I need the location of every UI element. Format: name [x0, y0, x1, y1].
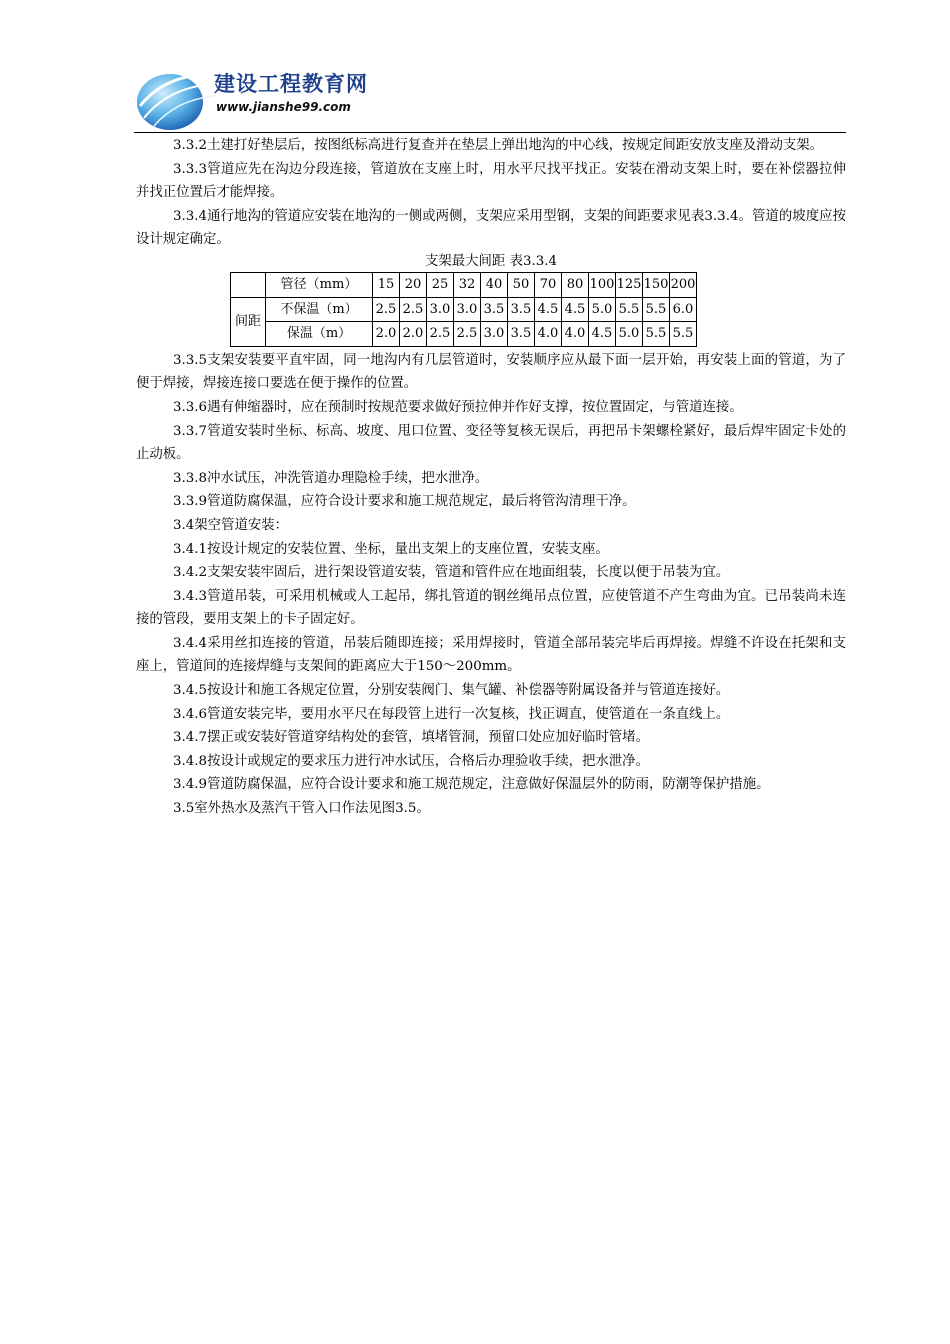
table-column-header: 80: [562, 272, 589, 297]
table-column-header: 70: [535, 272, 562, 297]
table-cell: 2.5: [400, 297, 427, 322]
table-cell: 3.5: [481, 297, 508, 322]
table-cell: 2.5: [454, 322, 481, 347]
paragraph: 3.4.7摆正或安装好管道穿结构处的套管，填堵管洞，预留口处应加好临时管堵。: [173, 730, 649, 746]
paragraph: 3.4.5按设计和施工各规定位置，分别安装阀门、集气罐、补偿器等附属设备并与管道连接好。: [173, 683, 730, 699]
table-corner-cell: [231, 272, 266, 297]
table-cell: 4.0: [562, 322, 589, 347]
header-divider: [134, 132, 846, 133]
table-column-header: 32: [454, 272, 481, 297]
table-cell: 2.5: [427, 322, 454, 347]
table-column-header: 20: [400, 272, 427, 297]
document-body: [136, 134, 846, 821]
table-row: [231, 297, 697, 322]
table-cell: 6.0: [670, 297, 697, 322]
table-column-header: 15: [373, 272, 400, 297]
logo-title: 建设工程教育网: [214, 72, 368, 96]
table-cell: 5.5: [616, 297, 643, 322]
table-cell: 2.0: [400, 322, 427, 347]
paragraph: 3.3.4通行地沟的管道应安装在地沟的一侧或两侧，支架应采用型钢，支架的间距要求见表3.3.4。管道的坡度应按设计规定确定。: [136, 208, 846, 248]
table-row-label: 不保温（m）: [266, 297, 373, 322]
table-cell: 4.5: [562, 297, 589, 322]
table-row: [231, 322, 697, 347]
support-spacing-table: [230, 272, 697, 347]
table-cell: 5.5: [643, 322, 670, 347]
table-header-row: [231, 272, 697, 297]
table-column-header: 50: [508, 272, 535, 297]
table-cell: 3.5: [508, 297, 535, 322]
table-cell: 4.5: [589, 322, 616, 347]
table-cell: 3.0: [481, 322, 508, 347]
paragraph: 3.4.1按设计规定的安装位置、坐标，量出支架上的支座位置，安装支座。: [173, 541, 609, 557]
paragraph: 3.4.4采用丝扣连接的管道，吊装后随即连接；采用焊接时，管道全部吊装完毕后再焊接。焊缝不许设在托架和支座上，管道间的连接焊缝与支架间的距离应大于150～200mm。: [136, 635, 846, 675]
table-cell: 5.0: [589, 297, 616, 322]
paragraph: 3.3.9管道防腐保温，应符合设计要求和施工规范规定，最后将管沟清理干净。: [173, 494, 636, 510]
table-cell: 3.0: [427, 297, 454, 322]
table-column-header: 150: [643, 272, 670, 297]
paragraph: 3.4.8按设计或规定的要求压力进行冲水试压，合格后办理验收手续，把水泄净。: [173, 753, 649, 769]
table-cell: 3.0: [454, 297, 481, 322]
table-column-header: 100: [589, 272, 616, 297]
table-header-label: 管径（mm）: [266, 272, 373, 297]
paragraph: 3.4.3管道吊装，可采用机械或人工起吊，绑扎管道的钢丝绳吊点位置，应使管道不产生弯曲为宜。已吊装尚未连接的管段，要用支架上的卡子固定好。: [136, 588, 846, 628]
paragraph: 3.3.8冲水试压，冲洗管道办理隐检手续，把水泄净。: [173, 470, 489, 486]
paragraph: 3.4.9管道防腐保温，应符合设计要求和施工规范规定，注意做好保温层外的防雨，防潮等保护措施。: [173, 777, 770, 793]
section-heading: 3.4架空管道安装：: [173, 517, 289, 533]
table-cell: 5.5: [670, 322, 697, 347]
logo-url: www.jianshe99.com: [216, 100, 351, 114]
table-caption: 支架最大间距 表3.3.4: [424, 253, 558, 269]
table-cell: 5.5: [643, 297, 670, 322]
table-cell: 5.0: [616, 322, 643, 347]
table-row-label: 保温（m）: [266, 322, 373, 347]
table-row-group-label: 间距: [231, 297, 266, 346]
table-column-header: 125: [616, 272, 643, 297]
table-column-header: 200: [670, 272, 697, 297]
paragraph: 3.5室外热水及蒸汽干管入口作法见图3.5。: [173, 801, 430, 817]
paragraph: 3.3.3管道应先在沟边分段连接，管道放在支座上时，用水平尺找平找正。安装在滑动支架上时，要在补偿器拉伸并找正位置后才能焊接。: [136, 161, 846, 201]
table-cell: 4.5: [535, 297, 562, 322]
paragraph: 3.3.5支架安装要平直牢固，同一地沟内有几层管道时，安装顺序应从最下面一层开始，再安装上面的管道，为了便于焊接，焊接连接口要选在便于操作的位置。: [136, 352, 846, 392]
paragraph: 3.4.2支架安装牢固后，进行架设管道安装，管道和管件应在地面组装，长度以便于吊装为宜。: [173, 565, 730, 581]
table-cell: 2.0: [373, 322, 400, 347]
paragraph: 3.3.2土建打好垫层后，按图纸标高进行复查并在垫层上弹出地沟的中心线，按规定间距安放支座及滑动支架。: [173, 138, 824, 153]
table-cell: 4.0: [535, 322, 562, 347]
table-column-header: 40: [481, 272, 508, 297]
table-cell: 2.5: [373, 297, 400, 322]
table-column-header: 25: [427, 272, 454, 297]
paragraph: 3.3.6遇有伸缩器时，应在预制时按规范要求做好预拉伸并作好支撑，按位置固定，与管道连接。: [173, 399, 743, 415]
paragraph: 3.4.6管道安装完毕，要用水平尺在每段管上进行一次复核，找正调直，使管道在一条直线上。: [173, 706, 730, 722]
paragraph: 3.3.7管道安装时坐标、标高、坡度、甩口位置、变径等复核无误后，再把吊卡架螺栓紧好，最后焊牢固定卡处的止动板。: [136, 423, 846, 463]
table-cell: 3.5: [508, 322, 535, 347]
globe-logo-icon: [134, 66, 216, 132]
site-header: [134, 66, 368, 136]
